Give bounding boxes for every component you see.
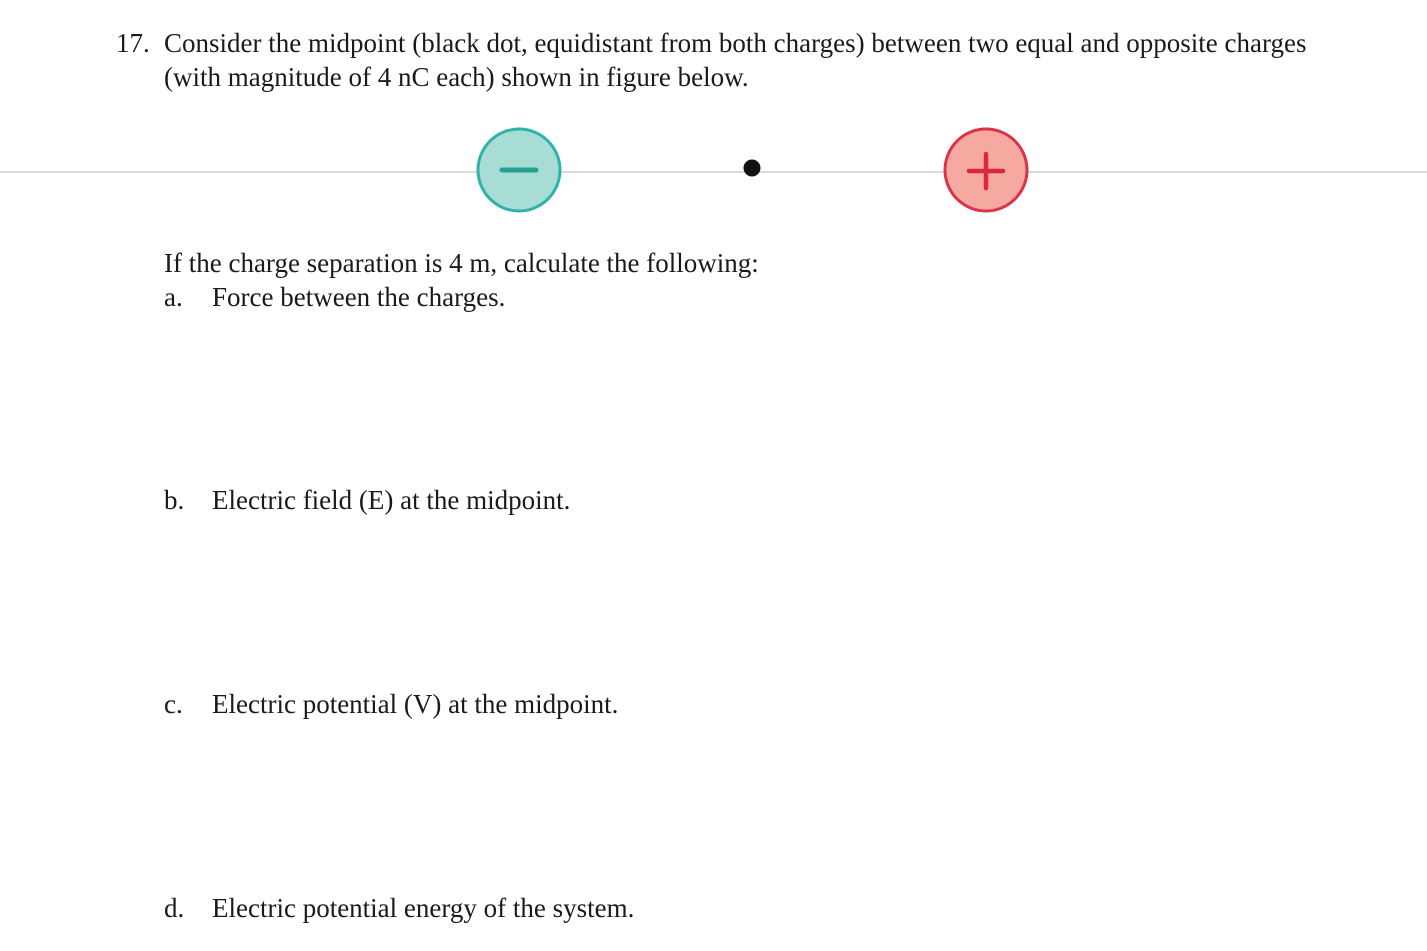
part-letter: d. xyxy=(164,893,185,923)
part-text: Electric potential energy of the system. xyxy=(212,893,635,923)
part-letter: b. xyxy=(164,485,185,515)
question-header xyxy=(116,26,1346,94)
positive-charge xyxy=(945,129,1027,211)
intro-text: If the charge separation is 4 m, calculate the following: xyxy=(164,248,759,278)
part-a xyxy=(164,280,505,314)
part-text: Electric potential (V) at the midpoint. xyxy=(212,689,619,719)
question-number: 17. xyxy=(116,28,150,58)
part-d xyxy=(164,891,634,925)
part-letter: c. xyxy=(164,689,183,719)
part-text: Electric field (E) at the midpoint. xyxy=(212,485,571,515)
negative-charge xyxy=(478,129,560,211)
midpoint-dot xyxy=(744,160,761,177)
part-letter: a. xyxy=(164,282,183,312)
question-text: Consider the midpoint (black dot, equidistant from both charges) between two equal and opposite charges (with magnitude of 4 nC each) shown in figure below. xyxy=(164,28,1307,92)
part-b xyxy=(164,483,570,517)
part-c xyxy=(164,687,618,721)
part-text: Force between the charges. xyxy=(212,282,506,312)
charge-figure xyxy=(0,120,1427,220)
